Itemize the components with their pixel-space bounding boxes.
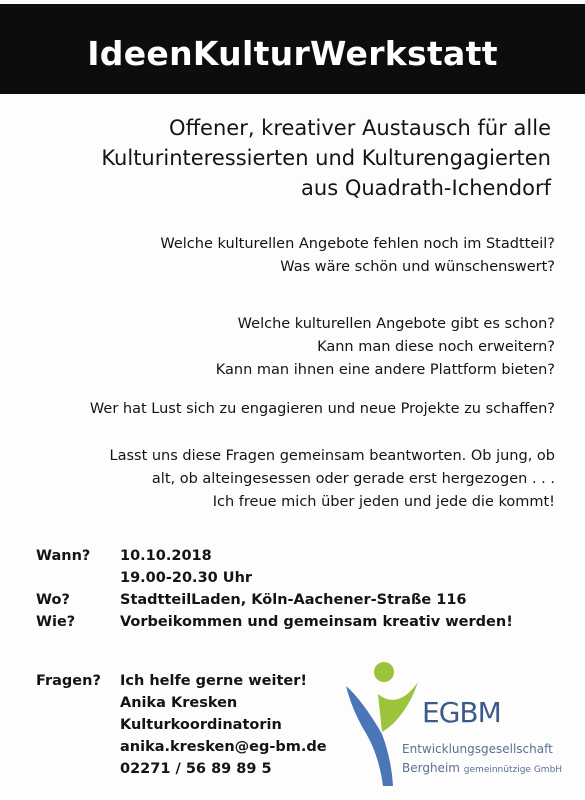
logo-wordmark: EGBM (422, 696, 501, 729)
invitation-text (15, 445, 555, 514)
question-block-engagement (15, 398, 555, 421)
invitation-line: Ich freue mich über jeden und jede die kommt! (212, 494, 555, 510)
question-line: Wer hat Lust sich zu engagieren und neue Projekte zu schaffen? (89, 401, 555, 417)
egbm-logo (338, 658, 573, 788)
question-line: Kann man diese noch erweitern? (317, 339, 555, 355)
contact-email: anika.kresken@eg-bm.de (120, 739, 327, 755)
flyer-title: IdeenKulturWerkstatt (87, 34, 498, 73)
heading-line: aus Quadrath-Ichendorf (301, 176, 551, 200)
contact-name: Anika Kresken (120, 695, 238, 711)
logo-legal-form: gemeinnützige GmbH (463, 765, 563, 775)
event-location: StadtteilLaden, Köln-Aachener-Straße 116 (120, 592, 467, 608)
logo-location (402, 761, 562, 775)
heading-line: Kulturinteressierten und Kulturengagierten (101, 146, 551, 170)
subtitle-heading (31, 113, 551, 203)
invitation-line: Lasst uns diese Fragen gemeinsam beantworten. Ob jung, ob (109, 448, 555, 464)
question-line: Kann man ihnen eine andere Plattform bieten? (215, 362, 555, 378)
logo-city: Bergheim (402, 761, 460, 775)
where-label: Wo? (36, 592, 70, 608)
contact-intro: Ich helfe gerne weiter! (120, 673, 307, 689)
question-line: Welche kulturellen Angebote gibt es schon? (237, 316, 555, 332)
invitation-line: alt, ob alteingesessen oder gerade erst hergezogen . . . (151, 471, 555, 487)
event-date: 10.10.2018 (120, 548, 212, 564)
when-label: Wann? (36, 548, 91, 564)
questions-label: Fragen? (36, 673, 101, 689)
question-line: Was wäre schön und wünschenswert? (280, 259, 555, 275)
question-line: Welche kulturellen Angebote fehlen noch im Stadtteil? (160, 236, 555, 252)
title-banner (0, 4, 585, 94)
event-time: 19.00-20.30 Uhr (120, 570, 253, 586)
question-block-missing-offers (15, 233, 555, 279)
heading-line: Offener, kreativer Austausch für alle (169, 116, 551, 140)
how-label: Wie? (36, 614, 76, 630)
event-format: Vorbeikommen und gemeinsam kreativ werden! (120, 614, 513, 630)
contact-role: Kulturkoordinatorin (120, 717, 282, 733)
logo-subtitle: Entwicklungsgesellschaft (402, 742, 553, 756)
question-block-existing-offers (15, 313, 555, 382)
contact-phone: 02271 / 56 89 89 5 (120, 761, 272, 777)
